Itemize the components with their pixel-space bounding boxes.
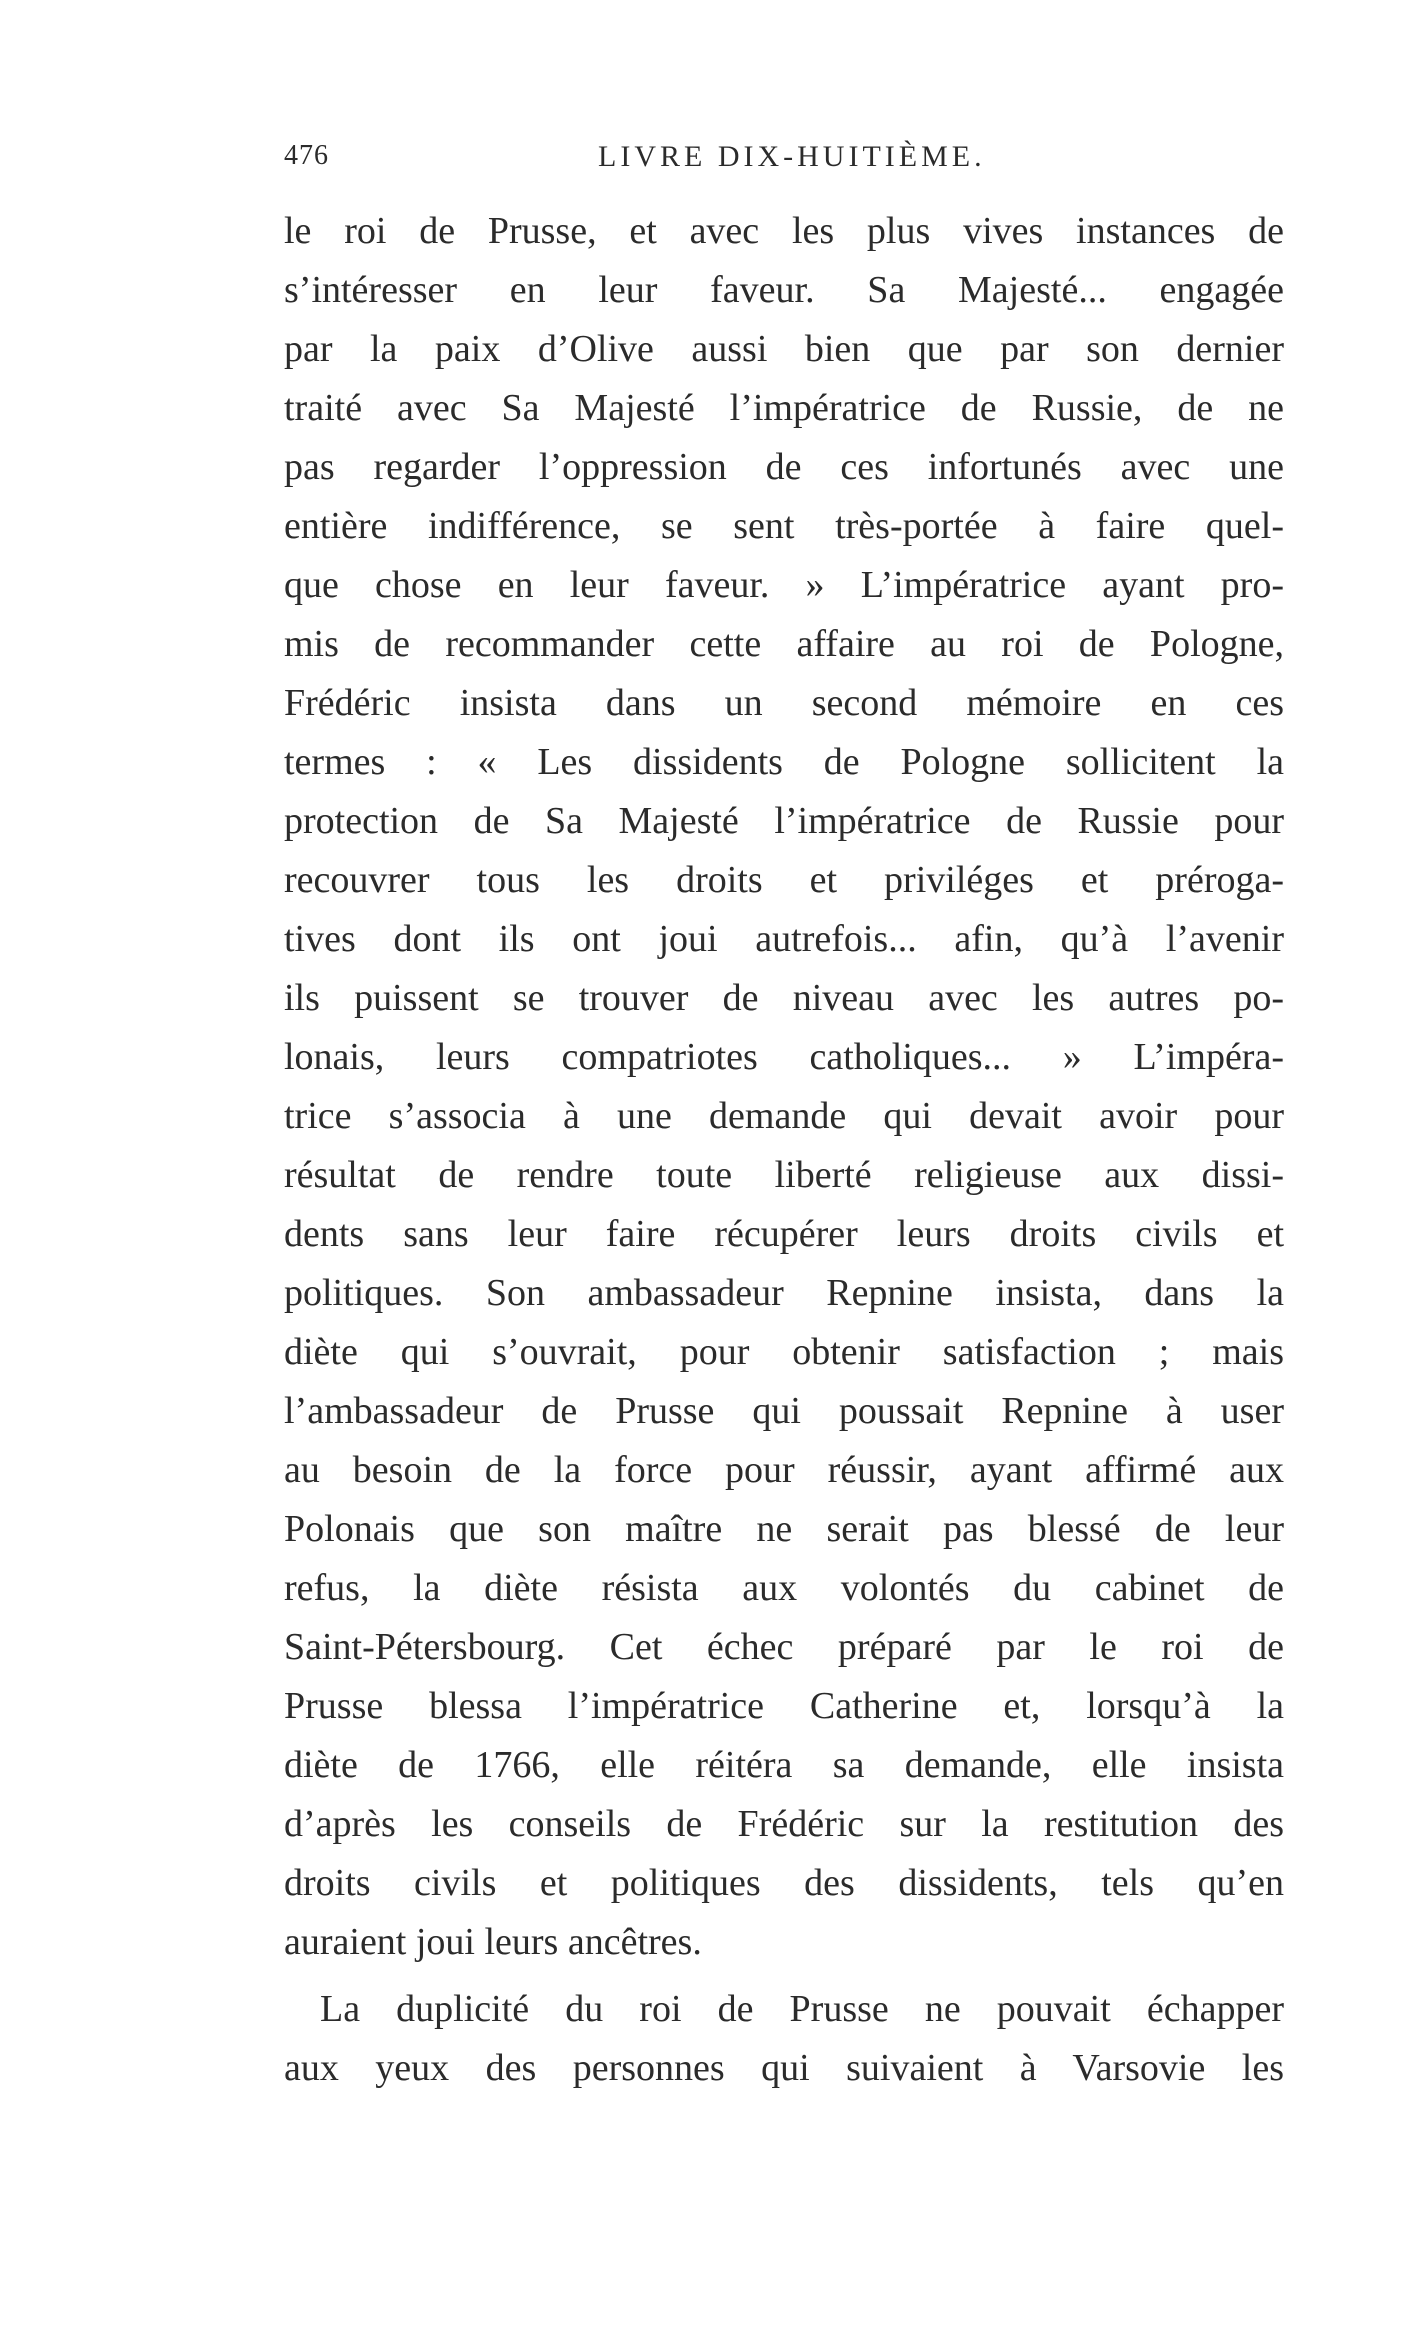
text-line: lonais, leurs compatriotes catholiques... » L’impéra- (284, 1036, 1284, 1078)
text-line: au besoin de la force pour réussir, ayant affirmé aux (284, 1449, 1284, 1491)
text-line: refus, la diète résista aux volontés du cabinet de (284, 1567, 1284, 1609)
text-line: pas regarder l’oppression de ces infortunés avec une (284, 446, 1284, 488)
text-line: tives dont ils ont joui autrefois... afin, qu’à l’avenir (284, 918, 1284, 960)
text-line: aux yeux des personnes qui suivaient à Varsovie les (284, 2047, 1284, 2089)
text-line: termes : « Les dissidents de Pologne sollicitent la (284, 741, 1284, 783)
body-text (284, 202, 1284, 2098)
page-header (284, 140, 1284, 180)
text-line: protection de Sa Majesté l’impératrice de Russie pour (284, 800, 1284, 842)
text-line: politiques. Son ambassadeur Repnine insista, dans la (284, 1272, 1284, 1314)
running-title: LIVRE DIX-HUITIÈME. (598, 140, 986, 173)
text-line: que chose en leur faveur. » L’impératrice ayant pro- (284, 564, 1284, 606)
text-line: l’ambassadeur de Prusse qui poussait Repnine à user (284, 1390, 1284, 1432)
page-number: 476 (284, 140, 329, 171)
text-line: Saint-Pétersbourg. Cet échec préparé par le roi de (284, 1626, 1284, 1668)
paragraph-gap (284, 1972, 1284, 1980)
text-line: Polonais que son maître ne serait pas blessé de leur (284, 1508, 1284, 1550)
text-line: s’intéresser en leur faveur. Sa Majesté... engagée (284, 269, 1284, 311)
text-line: auraient joui leurs ancêtres. (284, 1921, 702, 1963)
text-line: par la paix d’Olive aussi bien que par son dernier (284, 328, 1284, 370)
text-line: ils puissent se trouver de niveau avec les autres po- (284, 977, 1284, 1019)
text-line: diète de 1766, elle réitéra sa demande, elle insista (284, 1744, 1284, 1786)
text-line: mis de recommander cette affaire au roi de Pologne, (284, 623, 1284, 665)
text-line: La duplicité du roi de Prusse ne pouvait échapper (320, 1988, 1284, 2030)
text-line: résultat de rendre toute liberté religieuse aux dissi- (284, 1154, 1284, 1196)
text-line: le roi de Prusse, et avec les plus vives instances de (284, 210, 1284, 252)
text-line: trice s’associa à une demande qui devait avoir pour (284, 1095, 1284, 1137)
text-line: diète qui s’ouvrait, pour obtenir satisfaction ; mais (284, 1331, 1284, 1373)
text-line: traité avec Sa Majesté l’impératrice de Russie, de ne (284, 387, 1284, 429)
text-line: Prusse blessa l’impératrice Catherine et, lorsqu’à la (284, 1685, 1284, 1727)
text-line: entière indifférence, se sent très-portée à faire quel- (284, 505, 1284, 547)
text-line: recouvrer tous les droits et priviléges et préroga- (284, 859, 1284, 901)
paragraph-2 (284, 1980, 1284, 2098)
text-line: droits civils et politiques des dissidents, tels qu’en (284, 1862, 1284, 1904)
text-line: d’après les conseils de Frédéric sur la restitution des (284, 1803, 1284, 1845)
text-line: dents sans leur faire récupérer leurs droits civils et (284, 1213, 1284, 1255)
text-line: Frédéric insista dans un second mémoire en ces (284, 682, 1284, 724)
paragraph-1 (284, 202, 1284, 1972)
